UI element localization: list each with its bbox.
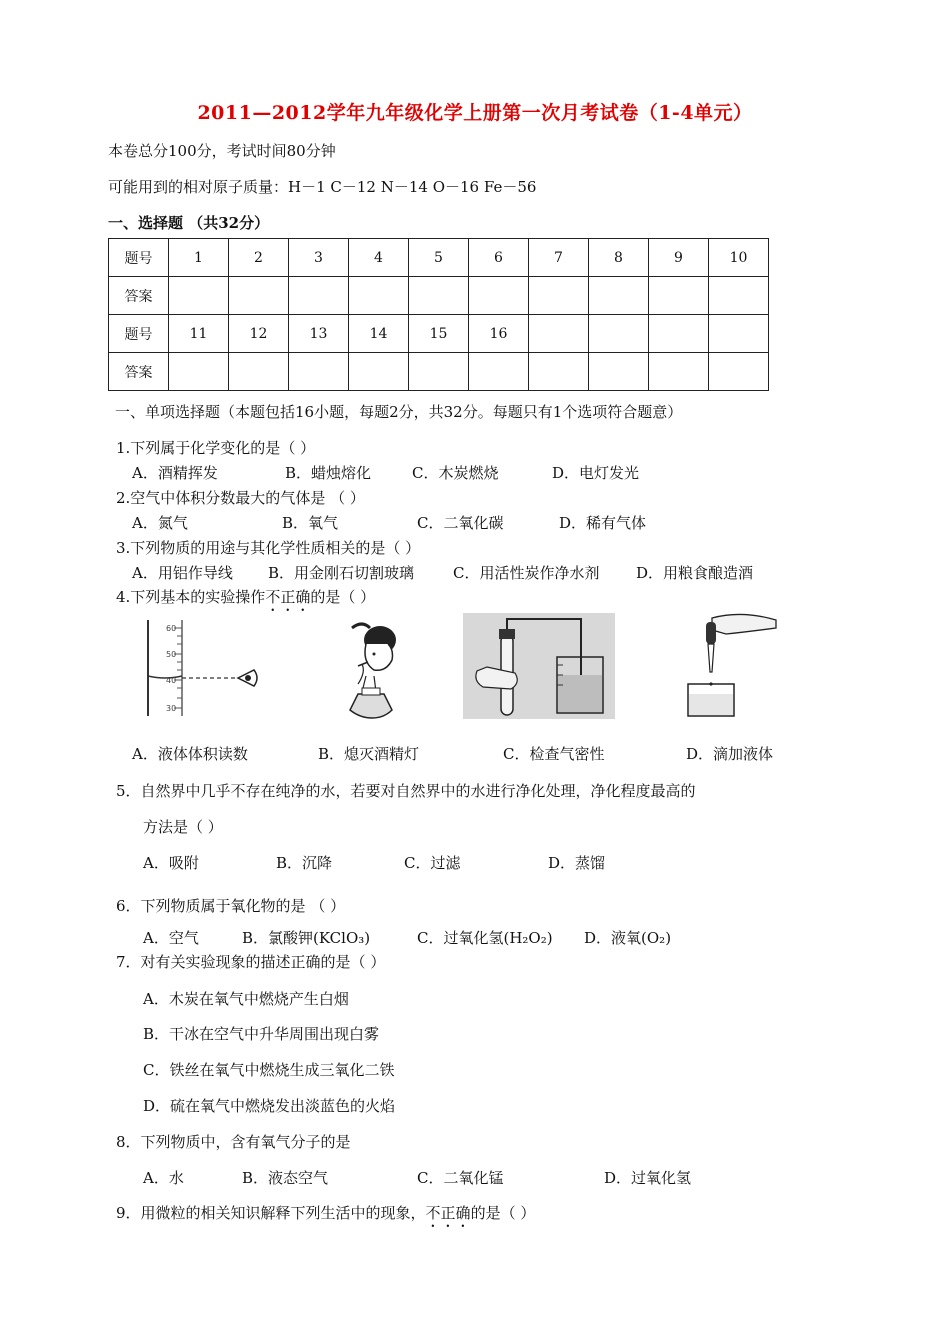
figure-cylinder-reading <box>130 618 270 718</box>
table-row <box>109 315 769 353</box>
option-b[interactable]: B．氧气 <box>282 514 339 532</box>
table-cell: 10 <box>709 239 769 277</box>
table-cell-label: 题号 <box>109 239 169 277</box>
option-c[interactable]: C．二氧化锰 <box>417 1169 504 1187</box>
table-cell-label: 答案 <box>109 277 169 315</box>
question-9-stem-pre: 9．用微粒的相关知识解释下列生活中的现象， <box>116 1204 426 1222</box>
answer-cell[interactable] <box>589 277 649 315</box>
figure-alcohol-lamp <box>322 614 432 722</box>
question-1-stem: 1.下列属于化学变化的是（ ） <box>116 439 316 457</box>
option-d[interactable]: D．液氧(O₂) <box>584 929 672 947</box>
answer-cell[interactable] <box>709 277 769 315</box>
table-cell: 11 <box>169 315 229 353</box>
hand-icon <box>712 614 776 634</box>
cylinder-tick-label: 50 <box>166 650 177 659</box>
question-8-stem: 8．下列物质中，含有氧气分子的是 <box>116 1133 351 1151</box>
answer-cell[interactable] <box>289 277 349 315</box>
table-cell <box>529 315 589 353</box>
table-cell <box>589 315 649 353</box>
question-9-stem-post: 的是（ ） <box>470 1204 536 1222</box>
option-a[interactable]: A．木炭在氧气中燃烧产生白烟 <box>143 990 349 1008</box>
answer-cell[interactable] <box>589 353 649 391</box>
option-a[interactable]: A．用铝作导线 <box>132 564 233 582</box>
table-cell-label: 答案 <box>109 353 169 391</box>
option-d[interactable]: D．过氧化氢 <box>604 1169 692 1187</box>
option-d[interactable]: D．稀有气体 <box>559 514 647 532</box>
figure-caption-b[interactable]: B．熄灭酒精灯 <box>318 745 420 763</box>
answer-cell[interactable] <box>529 277 589 315</box>
option-d[interactable]: D．电灯发光 <box>552 464 640 482</box>
cylinder-tick-label: 30 <box>166 704 177 713</box>
table-cell: 14 <box>349 315 409 353</box>
figure-caption-a[interactable]: A．液体体积读数 <box>132 745 248 763</box>
answer-cell[interactable] <box>349 277 409 315</box>
option-b[interactable]: B．液态空气 <box>242 1169 329 1187</box>
cylinder-tick-label: 60 <box>166 624 177 633</box>
answer-cell[interactable] <box>529 353 589 391</box>
option-a[interactable]: A．水 <box>143 1169 184 1187</box>
question-3-stem: 3.下列物质的用途与其化学性质相关的是（ ） <box>116 539 421 557</box>
table-row <box>109 239 769 277</box>
table-row <box>109 277 769 315</box>
table-cell: 6 <box>469 239 529 277</box>
exam-title: 2011—2012学年九年级化学上册第一次月考试卷（1-4单元） <box>197 102 753 124</box>
answer-cell[interactable] <box>349 353 409 391</box>
question-9-stem-emphasis: 不正确 <box>425 1204 471 1222</box>
table-cell: 9 <box>649 239 709 277</box>
answer-cell[interactable] <box>169 353 229 391</box>
option-b[interactable]: B．干冰在空气中升华周围出现白雾 <box>143 1025 380 1043</box>
question-9-stem <box>116 1202 535 1231</box>
question-4-stem-post: 的是（ ） <box>310 588 376 606</box>
question-2-stem: 2.空气中体积分数最大的气体是 （ ） <box>116 489 365 507</box>
table-cell <box>709 315 769 353</box>
table-cell: 8 <box>589 239 649 277</box>
option-b[interactable]: B．氯酸钾(KClO₃) <box>242 929 371 947</box>
table-cell: 15 <box>409 315 469 353</box>
section-heading: 一、选择题 （共32分） <box>108 214 270 232</box>
instruction-text: 一、单项选择题（本题包括16小题，每题2分，共32分。每题只有1个选项符合题意） <box>115 403 683 421</box>
figure-airtightness-check <box>463 613 615 719</box>
table-cell: 16 <box>469 315 529 353</box>
question-4-stem-pre: 4.下列基本的实验操作 <box>116 588 266 606</box>
answer-cell[interactable] <box>649 277 709 315</box>
option-d[interactable]: D．硫在氧气中燃烧发出淡蓝色的火焰 <box>143 1097 396 1115</box>
answer-cell[interactable] <box>229 277 289 315</box>
figure-dropper <box>682 612 782 720</box>
table-cell-label: 题号 <box>109 315 169 353</box>
table-cell: 1 <box>169 239 229 277</box>
option-a[interactable]: A．氮气 <box>132 514 188 532</box>
answer-cell[interactable] <box>229 353 289 391</box>
table-cell: 5 <box>409 239 469 277</box>
table-cell: 2 <box>229 239 289 277</box>
exam-info-score: 本卷总分100分，考试时间80分钟 <box>108 142 336 160</box>
answer-cell[interactable] <box>469 277 529 315</box>
option-a[interactable]: A．酒精挥发 <box>132 464 218 482</box>
option-c[interactable]: C．二氧化碳 <box>417 514 504 532</box>
option-c[interactable]: C．铁丝在氧气中燃烧生成三氧化二铁 <box>143 1061 395 1079</box>
figure-caption-d[interactable]: D．滴加液体 <box>686 745 774 763</box>
figure-caption-c[interactable]: C．检查气密性 <box>503 745 605 763</box>
option-c[interactable]: C．用活性炭作净水剂 <box>453 564 600 582</box>
option-b[interactable]: B．沉降 <box>276 854 333 872</box>
option-b[interactable]: B．用金刚石切割玻璃 <box>268 564 415 582</box>
option-c[interactable]: C．过氧化氢(H₂O₂) <box>417 929 553 947</box>
table-cell: 4 <box>349 239 409 277</box>
option-d[interactable]: D．用粮食酿造酒 <box>636 564 754 582</box>
answer-cell[interactable] <box>169 277 229 315</box>
answer-cell[interactable] <box>409 277 469 315</box>
question-7-stem: 7．对有关实验现象的描述正确的是（ ） <box>116 953 386 971</box>
table-cell: 12 <box>229 315 289 353</box>
table-cell: 3 <box>289 239 349 277</box>
question-5-stem-continued: 方法是（ ） <box>143 818 223 836</box>
answer-cell[interactable] <box>709 353 769 391</box>
question-6-stem: 6．下列物质属于氧化物的是 （ ） <box>116 897 346 915</box>
table-cell <box>649 315 709 353</box>
question-4-stem-emphasis: 不正确 <box>265 588 311 606</box>
option-b[interactable]: B．蜡烛熔化 <box>285 464 372 482</box>
option-d[interactable]: D．蒸馏 <box>548 854 606 872</box>
table-cell: 13 <box>289 315 349 353</box>
question-4-stem <box>116 586 375 615</box>
question-5-stem: 5．自然界中几乎不存在纯净的水，若要对自然界中的水进行净化处理，净化程度最高的 <box>116 782 696 800</box>
answer-cell[interactable] <box>649 353 709 391</box>
option-a[interactable]: A．吸附 <box>143 854 199 872</box>
answer-table <box>108 238 769 391</box>
option-c[interactable]: C．木炭燃烧 <box>412 464 499 482</box>
exam-info-atomic-mass: 可能用到的相对原子质量：H－1 C－12 N－14 O－16 Fe－56 <box>108 178 537 196</box>
answer-cell[interactable] <box>469 353 529 391</box>
answer-cell[interactable] <box>289 353 349 391</box>
option-a[interactable]: A．空气 <box>143 929 199 947</box>
option-c[interactable]: C．过滤 <box>404 854 461 872</box>
table-cell: 7 <box>529 239 589 277</box>
table-row <box>109 353 769 391</box>
answer-cell[interactable] <box>409 353 469 391</box>
cylinder-tick-label: 40 <box>166 676 177 685</box>
